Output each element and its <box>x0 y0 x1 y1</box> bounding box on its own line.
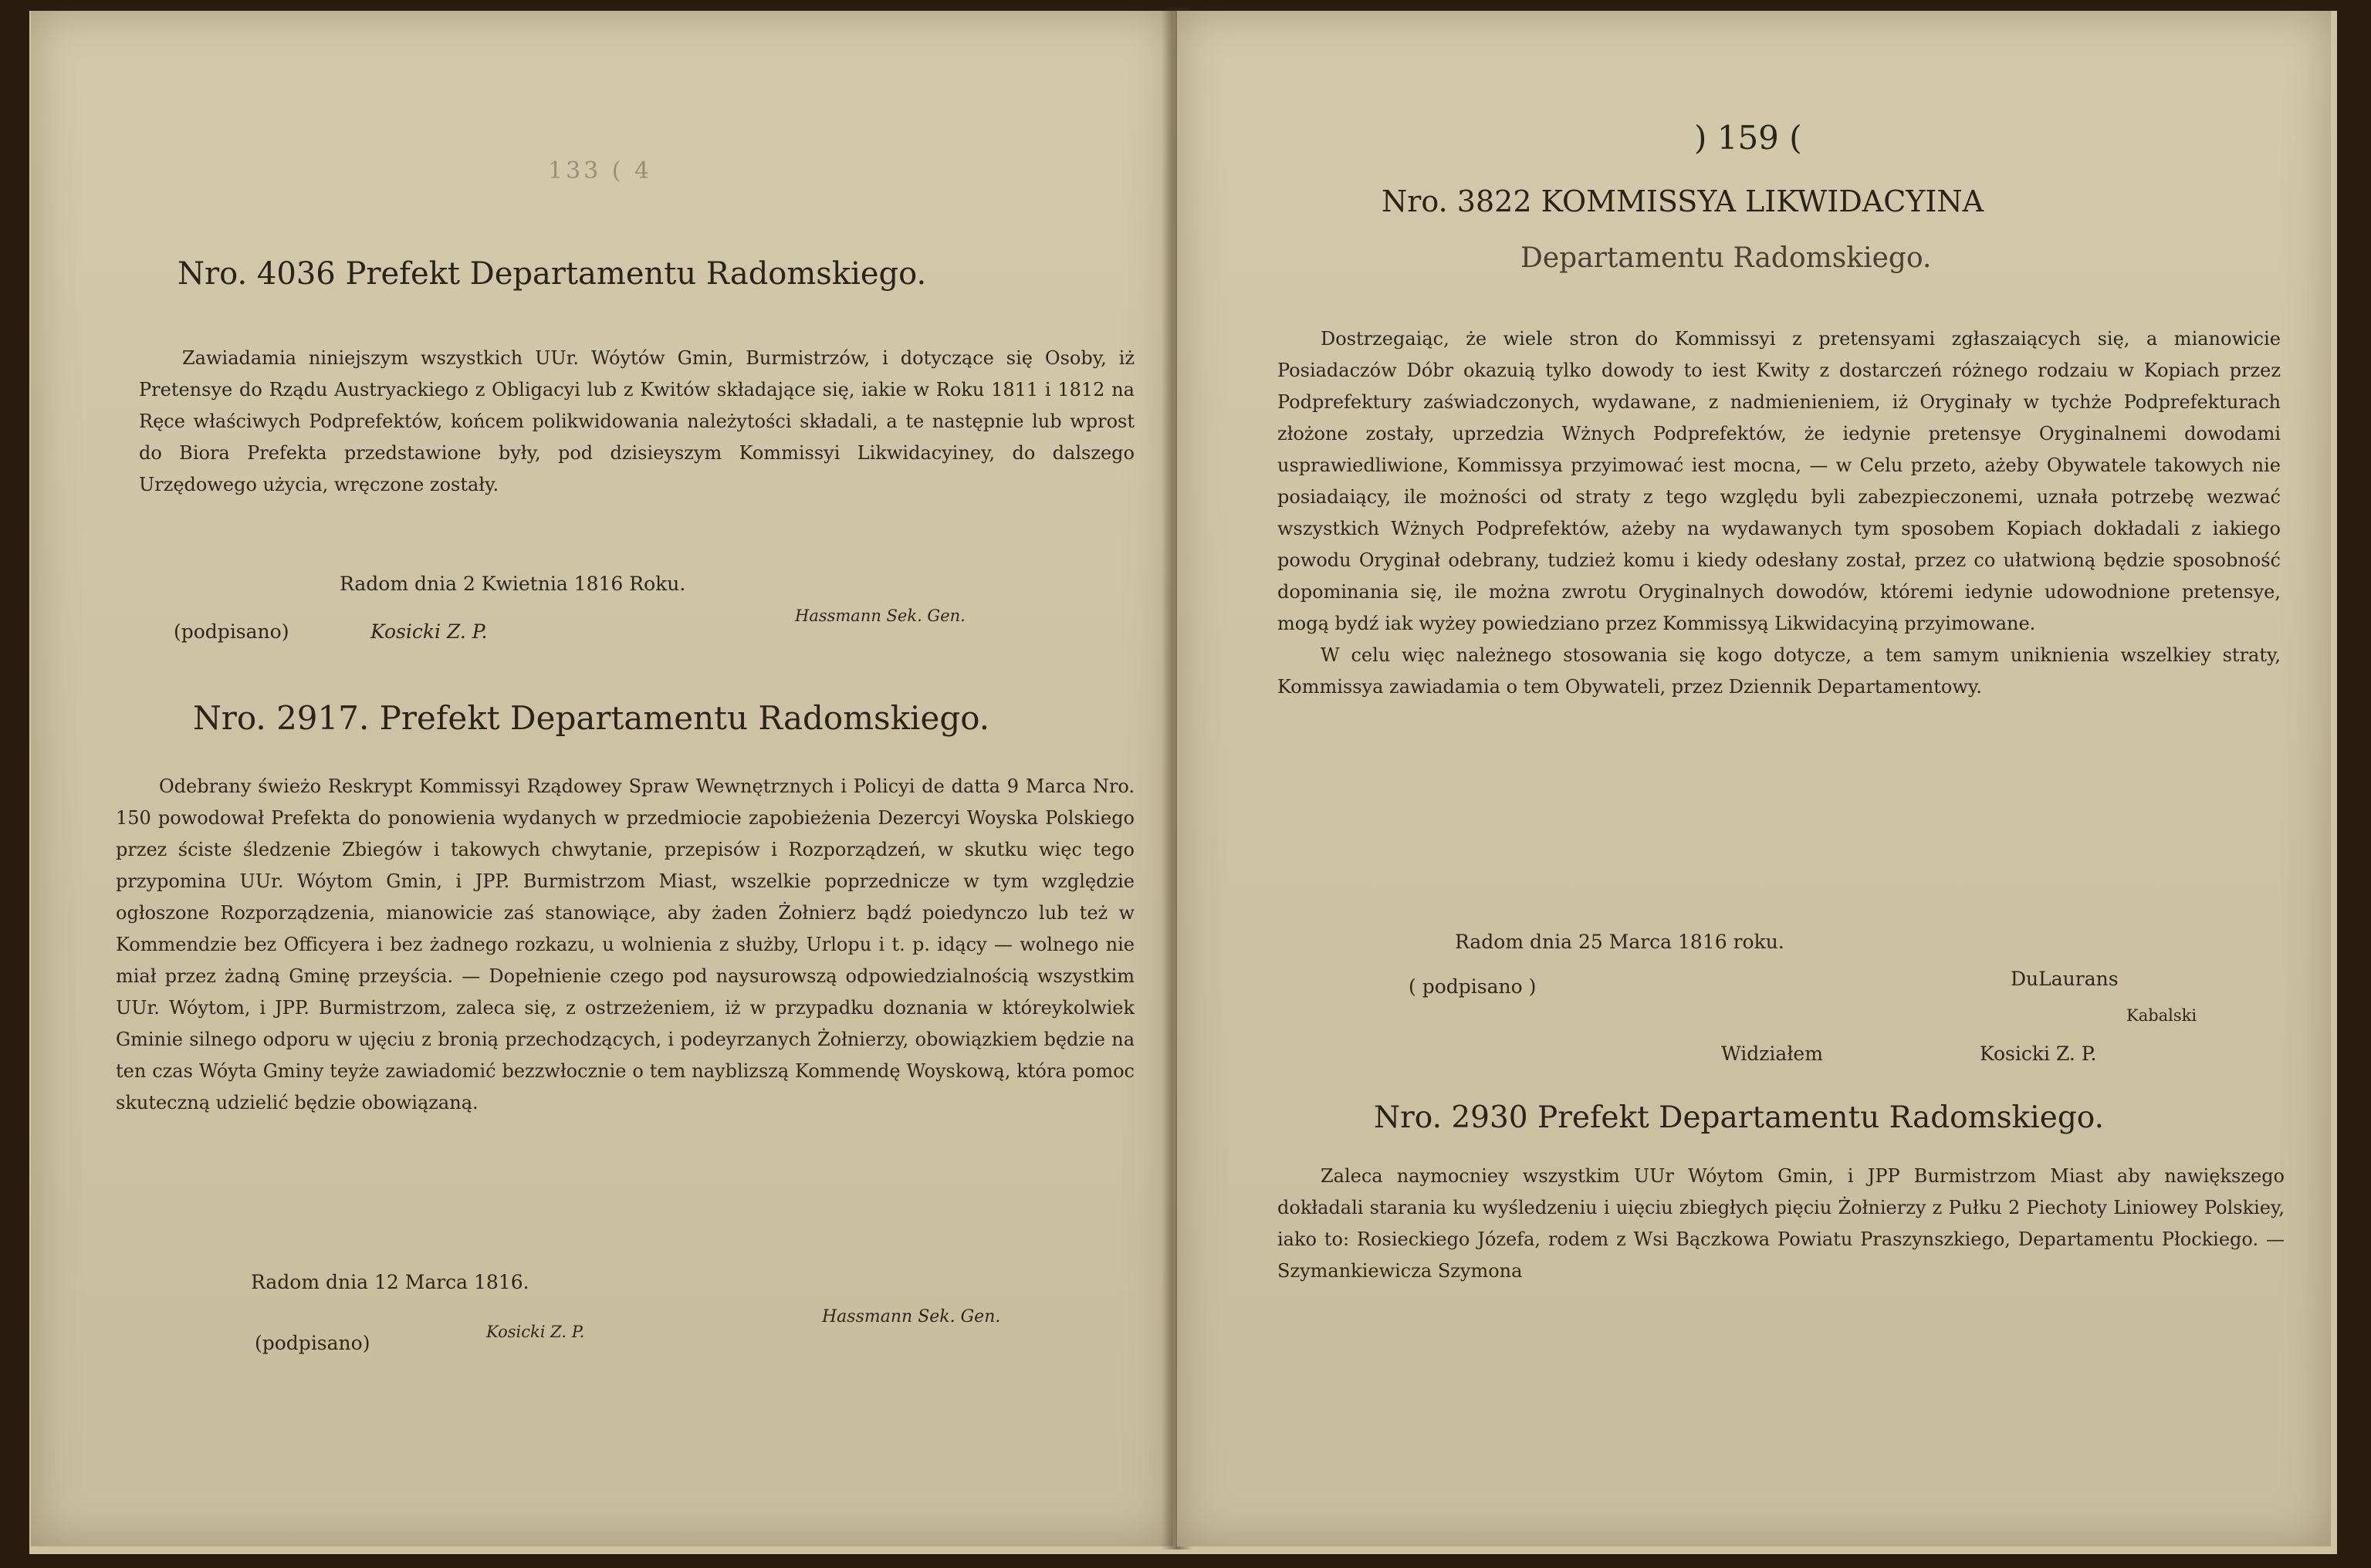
right-signed-3822: ( podpisano ) <box>1409 975 1537 998</box>
left-date-2917: Radom dnia 12 Marca 1816. <box>251 1271 529 1293</box>
archive-stamp: 133 ( 4 <box>548 157 653 184</box>
left-signed-2917: (podpisano) <box>255 1332 370 1354</box>
right-heading-2930: Nro. 2930 Prefekt Departamentu Radomskiego. <box>1374 1100 2104 1135</box>
left-date-4036: Radom dnia 2 Kwietnia 1816 Roku. <box>340 573 686 595</box>
left-signer-kosicki-2917: Kosicki Z. P. <box>486 1323 585 1341</box>
left-heading-2917: Nro. 2917. Prefekt Departamentu Radomskiego. <box>193 699 990 737</box>
right-signer-dulaurans: DuLaurans <box>2011 968 2119 990</box>
left-signed-4036: (podpisano) <box>174 620 289 643</box>
right-body-3822: Dostrzegaiąc, że wiele stron do Kommissyi z pretensyami zgłaszaiących się, a mianowicie Posiadaczów Dóbr okazuią tylko dowody to iest Kwity z dostarczeń różnego rodzaiu w Kopiach przez Podprefektury zaświadczonych, wydawane, z nadmienieniem, iż Oryginały w tychże Podprefekturach złożone zostały, uprzedzia Wżnych Podprefektów, że iedynie pretensye Oryginalnemi dowodami usprawiedliwione, Kommissya przyimować iest mocna, — w Celu przeto, ażeby Obywatele takowych nie posiadaiący, ile możności od straty z tego względu byli zabezpieczonemi, uznała potrzebę wezwać wszystkich Wżnych Podprefektów, ażeby na wydawanych tym sposobem Kopiach dokładali z iakiego powodu Oryginał odebrany, tudzież komu i kiedy odesłany został, przez co ułatwioną będzie sposobność dopominania się, ile można zwrotu Oryginalnych dowodów, któremi iedynie udowodnione pretensye, mogą bydź iak wyżey powiedziano przez Kommissyą Likwidacyiną przyimowane. W celu więc należnego stosowania się kogo dotycze, a tem samym uniknienia wszelkiey straty, Kommissya zawiadamia o tem Obywateli, przez Dziennik Departamentowy. <box>1277 328 2281 698</box>
right-signer-kosicki: Kosicki Z. P. <box>1980 1043 2097 1065</box>
left-signer-hassmann-2917: Hassmann Sek. Gen. <box>822 1307 1001 1326</box>
right-heading-3822-line2: Departamentu Radomskiego. <box>1520 242 1932 274</box>
left-signer-hassmann-4036: Hassmann Sek. Gen. <box>795 607 966 625</box>
right-date-3822: Radom dnia 25 Marca 1816 roku. <box>1455 931 1784 953</box>
left-signer-kosicki-4036: Kosicki Z. P. <box>370 620 488 643</box>
right-signer-kabalski: Kabalski <box>2126 1006 2197 1025</box>
right-page <box>1177 11 2331 1546</box>
page-number: ) 159 ( <box>1694 119 1802 157</box>
left-heading-4036: Nro. 4036 Prefekt Departamentu Radomskiego. <box>178 256 927 292</box>
left-page <box>31 11 1173 1546</box>
right-heading-3822-line1: Nro. 3822 KOMMISSYA LIKWIDACYINA <box>1382 184 1984 218</box>
left-body-4036: Zawiadamia niniejszym wszystkich UUr. Wóytów Gmin, Burmistrzów, i dotyczące się Osoby, iż Pretensye do Rządu Austryackiego z Obligacyi lub z Kwitów składające się, iakie w Roku 1811 i 1812 na Ręce właściwych Podprefektów, końcem polikwidowania należytości składali, a te następnie lub wprost do Biora Prefekta przedstawione były, pod dzisieyszym Kommissyi Likwidacyiney, do dalszego Urzędowego użycia, wręczone zostały. <box>139 347 1135 495</box>
right-body-2930: Zaleca naymocniey wszystkim UUr Wóytom Gmin, i JPP Burmistrzom Miast aby nawiększego dokładali starania ku wyśledzeniu i uięciu zbiegłych pięciu Żołnierzy z Pułku 2 Piechoty Liniowey Polskiey, iako to: Rosieckiego Józefa, rodem z Wsi Bączkowa Powiatu Praszynszkiego, Departamentu Płockiego. — Szymankiewicza Szymona <box>1277 1165 2285 1282</box>
left-body-2917: Odebrany świeżo Reskrypt Kommissyi Rządowey Spraw Wewnętrznych i Policyi de datta 9 Marca Nro. 150 powodował Prefekta do ponowienia wydanych w przedmiocie zapobieżenia Dezercyi Woyska Polskiego przez ściste śledzenie Zbiegów i takowych chwytanie, przepisów i Rozporządzeń, w skutku więc tego przypomina UUr. Wóytom Gmin, i JPP. Burmistrzom Miast, wszelkie poprzednicze w tym względzie ogłoszone Rozporządzenia, mianowicie zaś stanowiące, aby żaden Żołnierz bądź poiedynczo lub też w Kommendzie bez Officyera i bez żadnego rozkazu, u wolnienia z służby, Urlopu i t. p. idący — wolnego nie miał przez żadną Gminę przeyścia. — Dopełnienie czego pod naysurowszą odpowiedzialnością wszystkim UUr. Wóytom, i JPP. Burmistrzom, zaleca się, z ostrzeżeniem, iż w przypadku doznania w któreykolwiek Gminie silnego odporu w ujęciu z bronią przechodzących, i podeyrzanych Żołnierzy, obowiązkiem będzie na ten czas Wóyta Gminy teyże zawiadomić bezzwłocznie o tem nayblizszą Kommendę Woyskową, która pomoc skuteczną udzielić będzie obowiązaną. <box>116 776 1135 1113</box>
right-seen-label: Widziałem <box>1721 1043 1823 1065</box>
